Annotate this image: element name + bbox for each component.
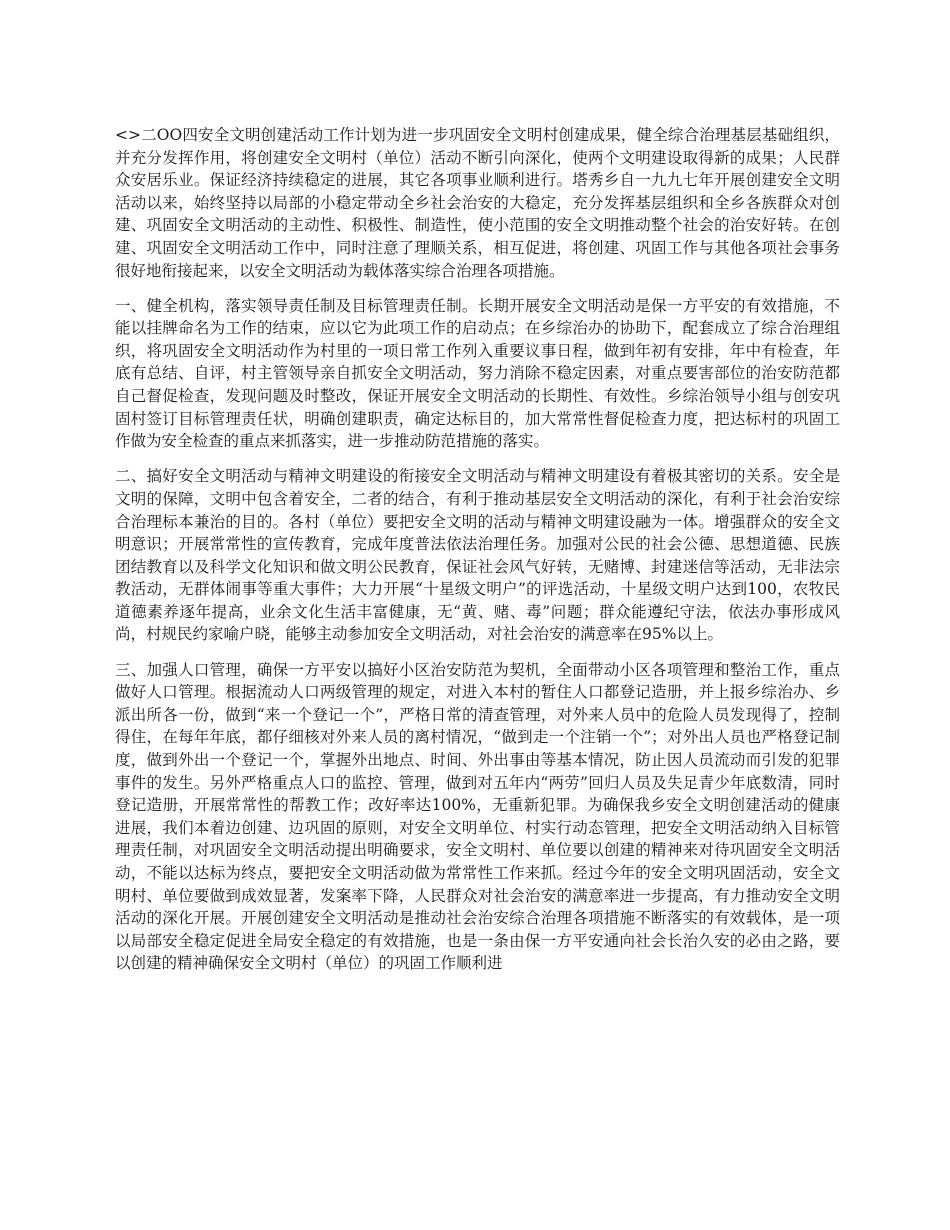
- paragraph-section-1: 一、健全机构，落实领导责任制及目标管理责任制。长期开展安全文明活动是保一方平安的有效措施，不能以挂牌命名为工作的结束，应以它为此项工作的启动点；在乡综治办的协助下，配套成立了综合治理组织，将巩固安全文明活动作为村里的一项日常工作列入重要议事日程，做到年初有安排，年中有检查，年底有总结、自评，村主管领导亲自抓安全文明活动，努力消除不稳定因素，对重点要害部位的治安防范都自己督促检查，发现问题及时整改，保证开展安全文明活动的长期性、有效性。乡综治领导小组与创安巩固村签订目标管理责任状，明确创建职责，确定达标目的，加大常常性督促检查力度，把达标村的巩固工作做为安全检查的重点来抓落实，进一步推动防范措施的落实。: [115, 296, 840, 451]
- paragraph-section-2: 二、搞好安全文明活动与精神文明建设的衔接安全文明活动与精神文明建设有着极其密切的关系。安全是文明的保障，文明中包含着安全，二者的结合，有利于推动基层安全文明活动的深化，有利于社会治安综合治理标本兼治的目的。各村（单位）要把安全文明的活动与精神文明建设融为一体。增强群众的安全文明意识；开展常常性的宣传教育，完成年度普法依法治理任务。加强对公民的社会公德、思想道德、民族团结教育以及科学文化知识和做文明公民教育，保证社会风气好转，无赌博、封建迷信等活动，无非法宗教活动，无群体闹事等重大事件；大力开展“十星级文明户”的评选活动，十星级文明户达到100，农牧民道德素养逐年提高，业余文化生活丰富健康，无“黄、赌、毒”问题；群众能遵纪守法，依法办事形成风尚，村规民约家喻户晓，能够主动参加安全文明活动，对社会治安的满意率在95%以上。: [115, 467, 840, 644]
- document-body: [115, 124, 840, 987]
- paragraph-section-3: 三、加强人口管理，确保一方平安以搞好小区治安防范为契机，全面带动小区各项管理和整治工作，重点做好人口管理。根据流动人口两级管理的规定，对进入本村的暂住人口都登记造册，并上报乡综治办、乡派出所各一份，做到“来一个登记一个”，严格日常的清查管理，对外来人员中的危险人员发现得了，控制得住，在每年年底，都仔细核对外来人员的离村情况，“做到走一个注销一个”；对外出人员也严格登记制度，做到外出一个登记一个，掌握外出地点、时间、外出事由等基本情况，防止因人员流动而引发的犯罪事件的发生。另外严格重点人口的监控、管理，做到对五年内“两劳”回归人员及失足青少年底数清，同时登记造册，开展常常性的帮教工作；改好率达100%，无重新犯罪。为确保我乡安全文明创建活动的健康进展，我们本着边创建、边巩固的原则，对安全文明单位、村实行动态管理，把安全文明活动纳入目标管理责任制，对巩固安全文明活动提出明确要求，安全文明村、单位要以创建的精神来对待巩固安全文明活动，不能以达标为终点，要把安全文明活动做为常常性工作来抓。经过今年的安全文明巩固活动，安全文明村、单位要做到成效显著，发案率下降，人民群众对社会治安的满意率进一步提高，有力推动安全文明活动的深化开展。开展创建安全文明活动是推动社会治安综合治理各项措施不断落实的有效载体，是一项以局部安全稳定促进全局安全稳定的有效措施，也是一条由保一方平安通向社会长治久安的必由之路，要以创建的精神确保安全文明村（单位）的巩固工作顺利进: [115, 660, 840, 973]
- paragraph-intro: <>二OO四安全文明创建活动工作计划为进一步巩固安全文明村创建成果，健全综合治理基层基础组织，并充分发挥作用，将创建安全文明村（单位）活动不断引向深化，使两个文明建设取得新的成果；人民群众安居乐业。保证经济持续稳定的进展，其它各项事业顺利进行。塔秀乡自一九九七年开展创建安全文明活动以来，始终坚持以局部的小稳定带动全乡社会治安的大稳定，充分发挥基层组织和全乡各族群众对创建、巩固安全文明活动的主动性、积极性、制造性，使小范围的安全文明推动整个社会的治安好转。在创建、巩固安全文明活动工作中，同时注意了理顺关系，相互促进，将创建、巩固工作与其他各项社会事务很好地衔接起来，以安全文明活动为载体落实综合治理各项措施。: [115, 126, 840, 280]
